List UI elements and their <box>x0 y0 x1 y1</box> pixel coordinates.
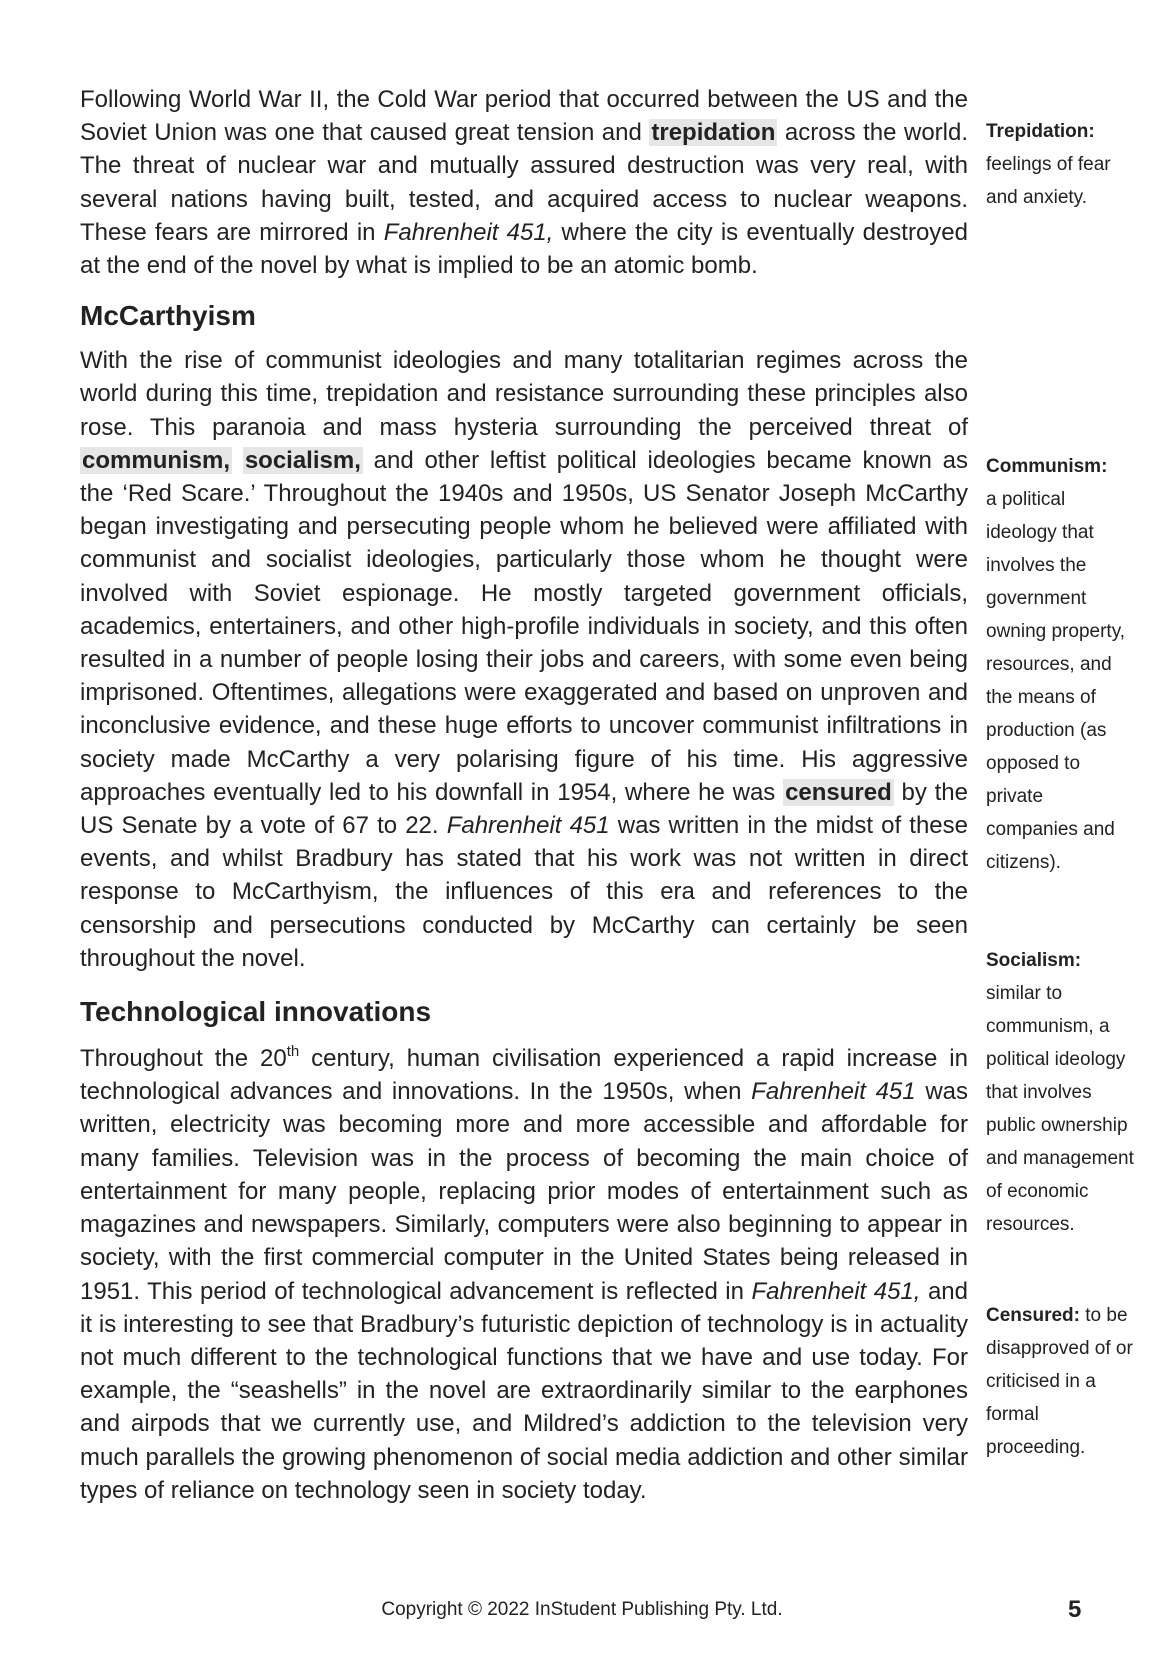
paragraph-text: Throughout the 20 <box>80 1045 287 1073</box>
paragraph-text: was written in the midst of these events, and whilst Bradbury has stated that his work was not written in direct response to McCarthyism, the influences of this era and references to the censorship and persecutions conducted by McCarthy can certainly be seen throughout the novel. <box>80 812 968 972</box>
glossary-term: Trepidation: <box>986 121 1095 142</box>
paragraph-text: and other leftist political ideologies became known as the ‘Red Scare.’ Throughout the 1940s and 1950s, US Senator Joseph McCarthy began investigating and persecuting people whom he believed were affiliated with communist and socialist ideologies, particularly those whom he thought were involved with Soviet espionage. He mostly targeted government officials, academics, entertainers, and other high-profile individuals in society, and this often resulted in a number of people losing their jobs and careers, with some even being imprisoned. Oftentimes, allegations were exaggerated and based on unproven and inconclusive evidence, and these huge efforts to uncover communist infiltrations in society made McCarthy a very polarising figure of his time. His aggressive approaches eventually led to his downfall in 1954, where he was <box>80 446 968 806</box>
glossary-censured <box>986 1299 1136 1464</box>
copyright-notice: Copyright © 2022 InStudent Publishing Pty. Ltd. <box>381 1599 783 1620</box>
paragraph-text: century, human civilisation experienced a rapid increase in technological advances and innovations. In the 1950s, when <box>80 1045 968 1106</box>
term-socialism: socialism, <box>244 446 361 474</box>
glossary-definition: a political ideology that involves the government owning property, resources, and the means of production (as opposed to private companies and citizens). <box>986 489 1126 873</box>
glossary-definition: similar to communism, a political ideology that involves public ownership and management of economic resources. <box>986 983 1134 1235</box>
glossary-definition: to be disapproved of or criticised in a formal proceeding. <box>986 1305 1133 1458</box>
intro-text: across the world. The threat of nuclear war and mutually assured destruction was very real, with several nations having built, tested, and acquired access to nuclear weapons. These fears are mirrored in <box>80 119 969 246</box>
heading-mccarthyism: McCarthyism <box>80 300 256 332</box>
glossary-term: Socialism: <box>986 950 1082 971</box>
main-column <box>80 83 968 1507</box>
intro-text: Following World War II, the Cold War period that occurred between the US and the Soviet Union was one that caused great tension and <box>80 86 968 147</box>
term-censured: censured <box>785 778 892 806</box>
term-trepidation: trepidation <box>651 119 776 147</box>
paragraph-text: and it is interesting to see that Bradbury’s futuristic depiction of technology is in actuality not much different to the technological functions that we have and use today. For example, the “seashells” in the novel are extraordinarily similar to the earphones and airpods that we currently use, and Mildred’s addiction to the television very much parallels the growing phenomenon of social media addiction and other similar types of reliance on technology seen in society today. <box>80 1277 968 1504</box>
heading-technological-innovations: Technological innovations <box>80 996 432 1028</box>
intro-text: where the city is eventually destroyed at the end of the novel by what is implied to be an atomic bomb. <box>80 218 968 280</box>
book-title: Fahrenheit 451, <box>751 1277 921 1305</box>
term-communism: communism, <box>82 446 231 474</box>
paragraph-text: was written, electricity was becoming more and more accessible and affordable for many families. Television was in the process of becoming the main choice of entertainment for many people, replacing prior modes of entertainment such as magazines and newspapers. Similarly, computers were also beginning to appear in society, with the first commercial computer in the United States being released in 1951. This period of technological advancement is reflected in <box>80 1078 968 1305</box>
paragraph-text: With the rise of communist ideologies and many totalitarian regimes across the world during this time, trepidation and resistance surrounding these principles also rose. This paranoia and mass hysteria surrounding the perceived threat of <box>80 347 968 441</box>
glossary-term: Communism: <box>986 456 1108 477</box>
glossary-term: Censured: <box>986 1305 1080 1326</box>
superscript: th <box>286 1043 300 1061</box>
intro-paragraph <box>80 83 968 282</box>
book-title: Fahrenheit 451 <box>751 1078 916 1106</box>
page-number: 5 <box>1068 1596 1082 1623</box>
glossary-definition: feelings of fear and anxiety. <box>986 154 1111 208</box>
glossary-socialism <box>986 944 1136 1241</box>
technology-paragraph <box>80 1042 968 1507</box>
mccarthyism-paragraph <box>80 344 968 975</box>
glossary-communism <box>986 450 1136 879</box>
book-title: Fahrenheit 451, <box>383 218 554 246</box>
paragraph-text: by the US Senate by a vote of 67 to 22. <box>80 778 969 840</box>
glossary-trepidation <box>986 115 1136 214</box>
book-title: Fahrenheit 451 <box>446 812 610 840</box>
